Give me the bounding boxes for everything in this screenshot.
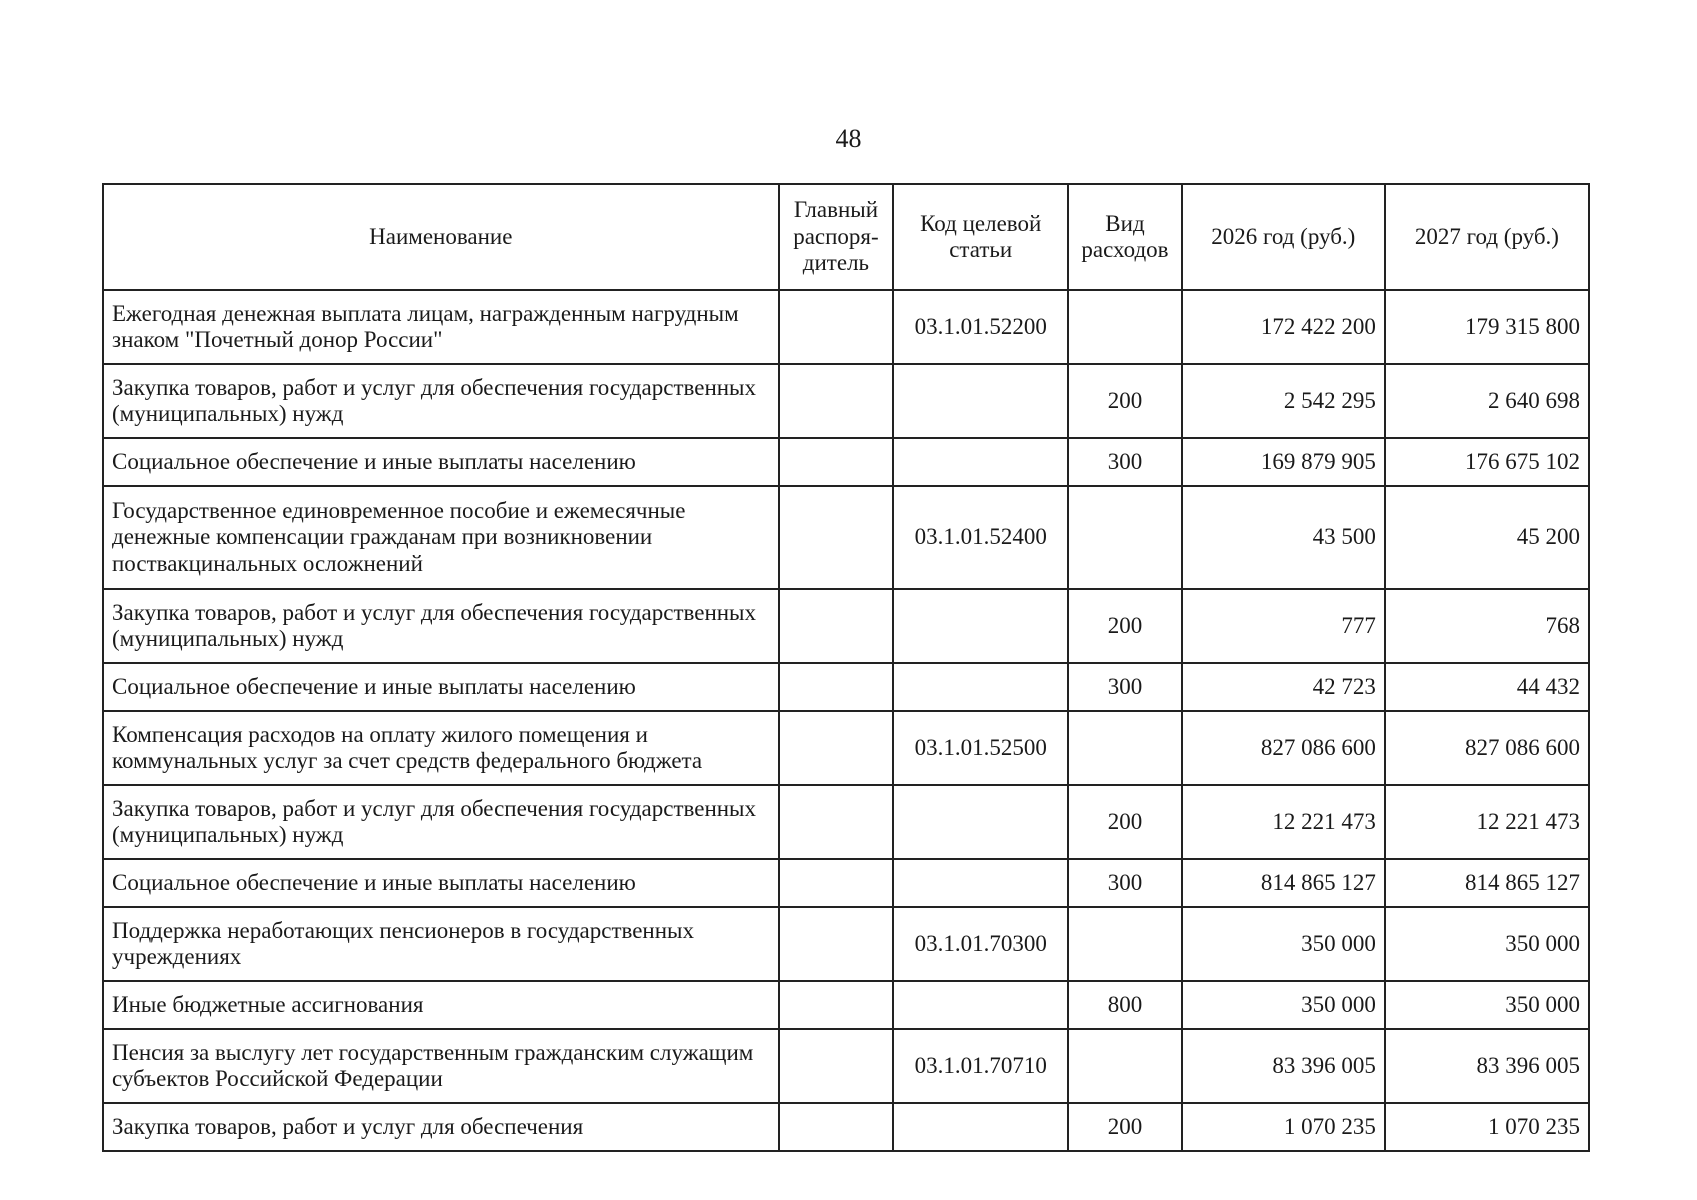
cell-2026: 814 865 127 xyxy=(1182,859,1385,907)
cell-admin xyxy=(779,1103,894,1151)
cell-code: 03.1.01.70710 xyxy=(893,1029,1068,1103)
cell-2026: 350 000 xyxy=(1182,981,1385,1029)
cell-type xyxy=(1068,907,1182,981)
cell-2026: 42 723 xyxy=(1182,663,1385,711)
cell-code xyxy=(893,364,1068,438)
cell-2026: 1 070 235 xyxy=(1182,1103,1385,1151)
cell-admin xyxy=(779,785,894,859)
cell-2026: 43 500 xyxy=(1182,486,1385,589)
header-2026: 2026 год (руб.) xyxy=(1182,184,1385,290)
cell-type: 200 xyxy=(1068,1103,1182,1151)
table-row xyxy=(103,290,1589,364)
cell-type: 200 xyxy=(1068,364,1182,438)
cell-admin xyxy=(779,663,894,711)
cell-admin xyxy=(779,290,894,364)
cell-name: Поддержка неработающих пенсионеров в государственных учреждениях xyxy=(103,907,779,981)
cell-2027: 44 432 xyxy=(1385,663,1589,711)
cell-code xyxy=(893,663,1068,711)
cell-name: Компенсация расходов на оплату жилого помещения и коммунальных услуг за счет средств федерального бюджета xyxy=(103,711,779,785)
cell-2027: 2 640 698 xyxy=(1385,364,1589,438)
table-row xyxy=(103,589,1589,663)
cell-type xyxy=(1068,290,1182,364)
cell-2027: 814 865 127 xyxy=(1385,859,1589,907)
cell-2026: 172 422 200 xyxy=(1182,290,1385,364)
cell-2027: 179 315 800 xyxy=(1385,290,1589,364)
header-admin: Главный распоря-дитель xyxy=(779,184,894,290)
cell-type: 200 xyxy=(1068,589,1182,663)
cell-type: 300 xyxy=(1068,859,1182,907)
cell-code: 03.1.01.70300 xyxy=(893,907,1068,981)
table-header-row xyxy=(103,184,1589,290)
cell-type xyxy=(1068,711,1182,785)
cell-name: Закупка товаров, работ и услуг для обеспечения xyxy=(103,1103,779,1151)
cell-2026: 2 542 295 xyxy=(1182,364,1385,438)
table-row xyxy=(103,663,1589,711)
cell-admin xyxy=(779,981,894,1029)
cell-type: 200 xyxy=(1068,785,1182,859)
cell-code: 03.1.01.52200 xyxy=(893,290,1068,364)
cell-admin xyxy=(779,589,894,663)
cell-admin xyxy=(779,364,894,438)
budget-table xyxy=(102,183,1590,1152)
table-row xyxy=(103,438,1589,486)
cell-type xyxy=(1068,486,1182,589)
cell-admin xyxy=(779,438,894,486)
table-row xyxy=(103,711,1589,785)
table-row xyxy=(103,907,1589,981)
cell-2027: 768 xyxy=(1385,589,1589,663)
cell-name: Иные бюджетные ассигнования xyxy=(103,981,779,1029)
cell-admin xyxy=(779,486,894,589)
cell-2027: 83 396 005 xyxy=(1385,1029,1589,1103)
cell-code xyxy=(893,438,1068,486)
cell-2026: 350 000 xyxy=(1182,907,1385,981)
table-row xyxy=(103,364,1589,438)
cell-code xyxy=(893,859,1068,907)
header-name: Наименование xyxy=(103,184,779,290)
cell-type: 300 xyxy=(1068,663,1182,711)
cell-name: Закупка товаров, работ и услуг для обеспечения государственных (муниципальных) нужд xyxy=(103,785,779,859)
cell-2026: 777 xyxy=(1182,589,1385,663)
cell-admin xyxy=(779,907,894,981)
cell-2027: 176 675 102 xyxy=(1385,438,1589,486)
cell-name: Государственное единовременное пособие и ежемесячные денежные компенсации гражданам при возникновении поствакцинальных осложнений xyxy=(103,486,779,589)
cell-2026: 83 396 005 xyxy=(1182,1029,1385,1103)
cell-2027: 350 000 xyxy=(1385,907,1589,981)
cell-2027: 827 086 600 xyxy=(1385,711,1589,785)
cell-name: Пенсия за выслугу лет государственным гражданским служащим субъектов Российской Федерации xyxy=(103,1029,779,1103)
page-number: 48 xyxy=(835,124,862,153)
cell-code xyxy=(893,785,1068,859)
cell-code xyxy=(893,589,1068,663)
table-row xyxy=(103,486,1589,589)
table-row xyxy=(103,785,1589,859)
table-row xyxy=(103,1103,1589,1151)
cell-2026: 169 879 905 xyxy=(1182,438,1385,486)
table-row xyxy=(103,981,1589,1029)
cell-2027: 1 070 235 xyxy=(1385,1103,1589,1151)
header-code: Код целевой статьи xyxy=(893,184,1068,290)
cell-code: 03.1.01.52400 xyxy=(893,486,1068,589)
cell-2027: 45 200 xyxy=(1385,486,1589,589)
cell-admin xyxy=(779,711,894,785)
cell-type: 800 xyxy=(1068,981,1182,1029)
cell-code xyxy=(893,1103,1068,1151)
cell-name: Социальное обеспечение и иные выплаты населению xyxy=(103,438,779,486)
cell-name: Закупка товаров, работ и услуг для обеспечения государственных (муниципальных) нужд xyxy=(103,589,779,663)
cell-admin xyxy=(779,859,894,907)
cell-code: 03.1.01.52500 xyxy=(893,711,1068,785)
cell-2026: 827 086 600 xyxy=(1182,711,1385,785)
cell-name: Ежегодная денежная выплата лицам, награжденным нагрудным знаком "Почетный донор России" xyxy=(103,290,779,364)
cell-code xyxy=(893,981,1068,1029)
cell-name: Социальное обеспечение и иные выплаты населению xyxy=(103,859,779,907)
cell-type: 300 xyxy=(1068,438,1182,486)
cell-2026: 12 221 473 xyxy=(1182,785,1385,859)
cell-type xyxy=(1068,1029,1182,1103)
cell-name: Социальное обеспечение и иные выплаты населению xyxy=(103,663,779,711)
table-row xyxy=(103,859,1589,907)
header-type: Вид расходов xyxy=(1068,184,1182,290)
cell-2027: 350 000 xyxy=(1385,981,1589,1029)
cell-2027: 12 221 473 xyxy=(1385,785,1589,859)
cell-name: Закупка товаров, работ и услуг для обеспечения государственных (муниципальных) нужд xyxy=(103,364,779,438)
header-2027: 2027 год (руб.) xyxy=(1385,184,1589,290)
table-row xyxy=(103,1029,1589,1103)
cell-admin xyxy=(779,1029,894,1103)
